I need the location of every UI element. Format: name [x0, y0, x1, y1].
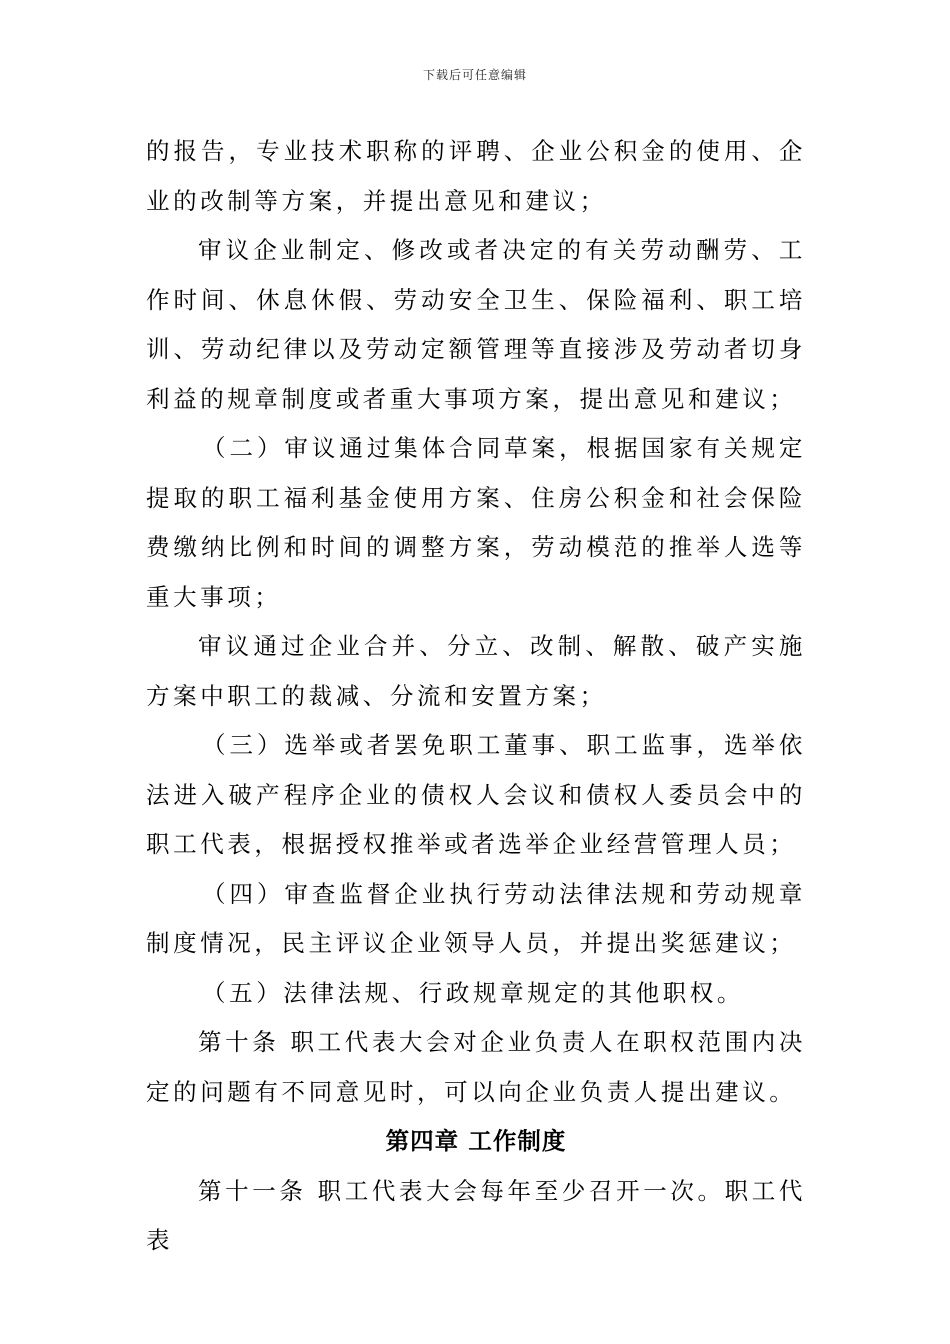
paragraph-continuation: 的报告，专业技术职称的评聘、企业公积金的使用、企业的改制等方案，并提出意见和建议；	[146, 137, 806, 215]
page-header-note: 下载后可任意编辑	[422, 68, 527, 82]
paragraph-article-10: 第十条 职工代表大会对企业负责人在职权范围内决定的问题有不同意见时，可以向企业负责人提出建议。	[146, 1028, 806, 1106]
paragraph-review-rules: 审议企业制定、修改或者决定的有关劳动酬劳、工作时间、休息休假、劳动安全卫生、保险福利、职工培训、劳动纪律以及劳动定额管理等直接涉及劳动者切身利益的规章制度或者重大事项方案，提出意见和建议；	[146, 236, 806, 413]
paragraph-item-2: （二）审议通过集体合同草案，根据国家有关规定提取的职工福利基金使用方案、住房公积金和社会保险费缴纳比例和时间的调整方案，劳动模范的推举人选等重大事项；	[146, 434, 806, 611]
paragraph-item-5: （五）法律法规、行政规章规定的其他职权。	[202, 978, 744, 1007]
paragraph-article-11: 第十一条 职工代表大会每年至少召开一次。职工代表	[146, 1176, 806, 1254]
paragraph-item-3: （三）选举或者罢免职工董事、职工监事，选举依法进入破产程序企业的债权人会议和债权人委员会中的职工代表，根据授权推举或者选举企业经营管理人员；	[146, 731, 806, 858]
paragraph-merger-plans: 审议通过企业合并、分立、改制、解散、破产实施方案中职工的裁减、分流和安置方案；	[146, 632, 806, 710]
document-body	[146, 127, 806, 1266]
chapter-title: 第四章 工作制度	[385, 1127, 567, 1155]
paragraph-item-4: （四）审查监督企业执行劳动法律法规和劳动规章制度情况，民主评议企业领导人员，并提出奖惩建议；	[146, 879, 806, 957]
